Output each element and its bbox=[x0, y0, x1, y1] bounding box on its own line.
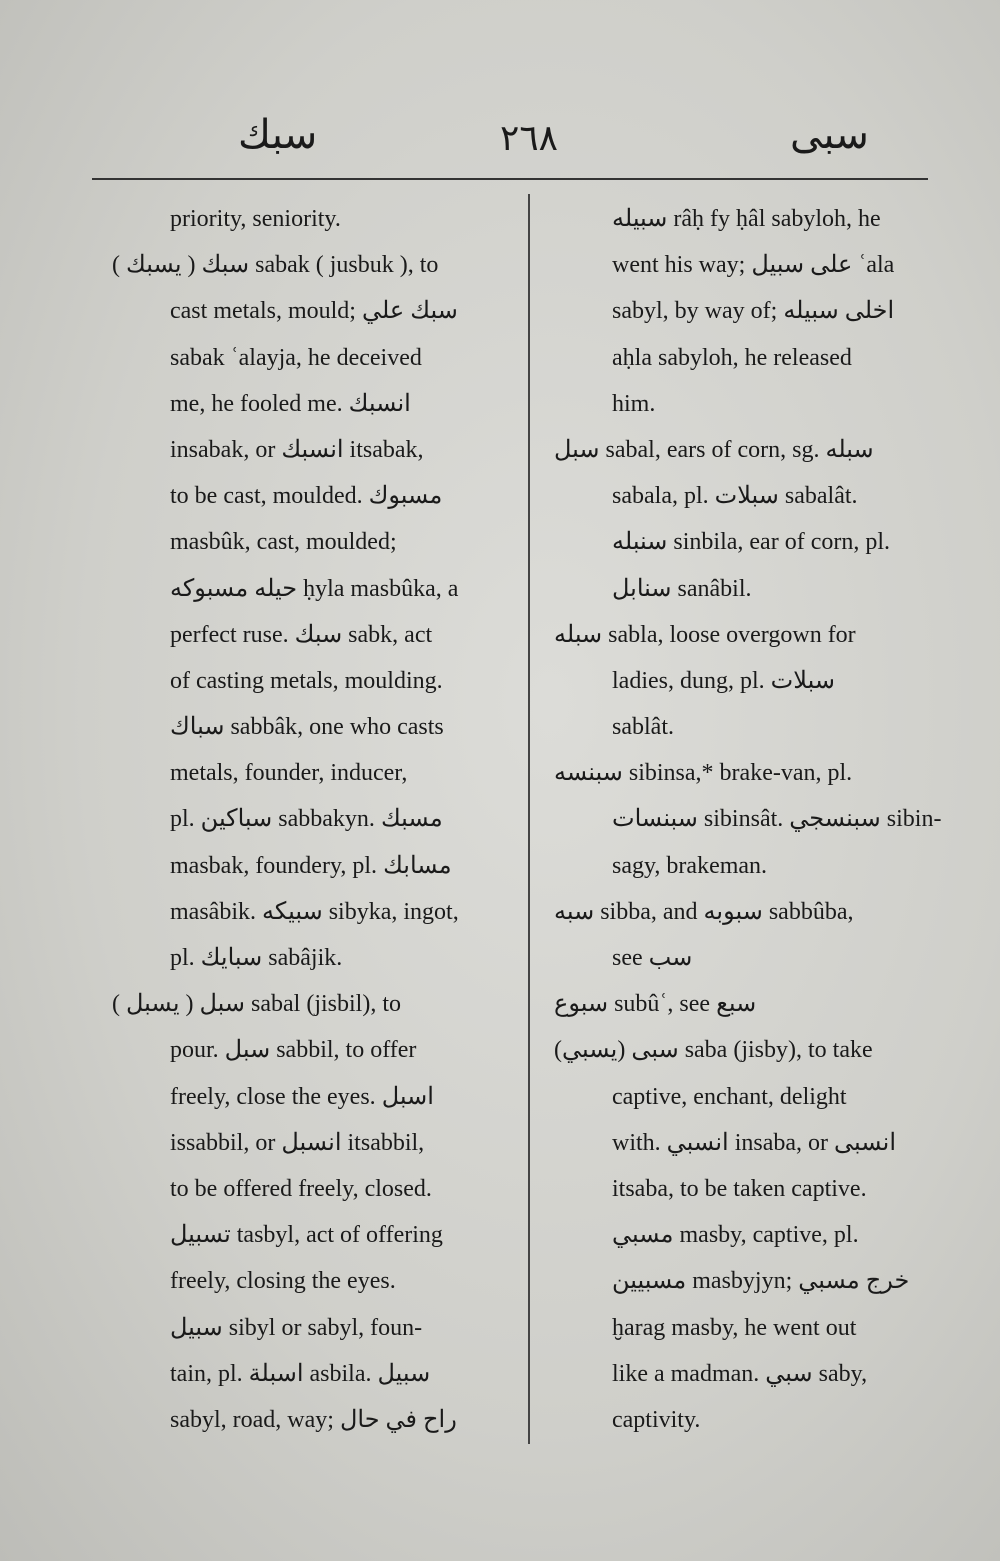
text-line: ḫarag masby, he went out bbox=[612, 1314, 857, 1341]
text-line: issabbil, or انسبل itsabbil, bbox=[170, 1129, 425, 1156]
text-line: masbûk, cast, moulded; bbox=[170, 529, 397, 556]
text-line: سبى (يسبي) saba (jisby), to take bbox=[554, 1037, 873, 1064]
text-line: me, he fooled me. انسبك bbox=[170, 390, 411, 417]
text-line: سبله sabla, loose overgown for bbox=[554, 621, 856, 648]
text-line: سنابل sanâbil. bbox=[612, 575, 752, 602]
text-line: with. انسبي insaba, or انسبى bbox=[612, 1129, 897, 1156]
text-line: masâbik. سبيكه sibyka, ingot, bbox=[170, 898, 459, 925]
header-rule bbox=[92, 178, 928, 180]
text-line: سبيله râḥ fy ḥâl sabyloh, he bbox=[612, 206, 881, 232]
text-line: سبل sabal, ears of corn, sg. سبله bbox=[554, 436, 874, 463]
text-line: to be offered freely, closed. bbox=[170, 1175, 432, 1202]
text-line: insabak, or انسبك itsabak, bbox=[170, 436, 424, 463]
text-line: sagy, brakeman. bbox=[612, 852, 768, 879]
text-line: tain, pl. اسبلة asbila. سبيل bbox=[170, 1360, 431, 1387]
text-line: priority, seniority. bbox=[170, 206, 341, 232]
text-line: metals, founder, inducer, bbox=[170, 760, 408, 787]
text-line: سنبله sinbila, ear of corn, pl. bbox=[612, 529, 891, 556]
text-line: مسبيين masbyjyn; خرج مسبي bbox=[612, 1268, 910, 1295]
text-line: سبه sibba, and سبوبه sabbûba, bbox=[554, 898, 854, 925]
text-line: ladies, dung, pl. سبلات bbox=[612, 667, 835, 694]
text-line: sablât. bbox=[612, 714, 674, 741]
text-line: freely, close the eyes. اسبل bbox=[170, 1083, 434, 1110]
text-line: سبنسه sibinsa,* brake-van, pl. bbox=[554, 760, 853, 787]
text-line: cast metals, mould; سبك علي bbox=[170, 298, 458, 325]
right-column bbox=[554, 196, 968, 1443]
text-line: sabyl, road, way; راح في حال bbox=[170, 1406, 457, 1433]
text-line: سبك ( يسبك ) sabak ( jusbuk ), to bbox=[112, 252, 439, 279]
left-column bbox=[112, 196, 522, 1443]
text-line: aḥla sabyloh, he released bbox=[612, 344, 852, 371]
text-line: captive, enchant, delight bbox=[612, 1083, 847, 1110]
text-line: freely, closing the eyes. bbox=[170, 1268, 396, 1295]
text-line: سبنسات sibinsât. سبنسجي sibin- bbox=[612, 806, 942, 833]
page-number: ٢٦٨ bbox=[500, 118, 559, 159]
text-line: captivity. bbox=[612, 1406, 701, 1433]
text-line: sabala, pl. سبلات sabalât. bbox=[612, 483, 858, 510]
text-line: him. bbox=[612, 390, 656, 417]
column-divider bbox=[528, 194, 530, 1444]
text-line: to be cast, moulded. مسبوك bbox=[170, 483, 443, 510]
header-right-word: سبى bbox=[790, 112, 869, 158]
text-line: سبيل sibyl or sabyl, foun- bbox=[170, 1314, 423, 1341]
text-line: سبل ( يسبل ) sabal (jisbil), to bbox=[112, 991, 402, 1018]
text-line: see سب bbox=[612, 945, 693, 971]
text-line: سباك sabbâk, one who casts bbox=[170, 714, 444, 741]
text-line: pour. سبل sabbil, to offer bbox=[170, 1037, 417, 1064]
text-line: تسبيل tasbyl, act of offering bbox=[170, 1222, 443, 1249]
header-left-word: سبك bbox=[238, 112, 318, 158]
text-line: went his way; على سبيل ʿala bbox=[612, 252, 895, 279]
text-line: of casting metals, moulding. bbox=[170, 667, 443, 694]
text-line: itsaba, to be taken captive. bbox=[612, 1175, 867, 1202]
text-line: حيله مسبوكه ḥyla masbûka, a bbox=[170, 575, 459, 602]
text-line: pl. سباكين sabbakyn. مسبك bbox=[170, 806, 443, 833]
text-line: like a madman. سبي saby, bbox=[612, 1360, 868, 1387]
text-line: masbak, foundery, pl. مسابك bbox=[170, 852, 452, 879]
text-line: سبوع subûʿ, see سبع bbox=[554, 991, 757, 1018]
text-line: sabak ʿalayja, he deceived bbox=[170, 344, 422, 371]
text-line: sabyl, by way of; اخلى سبيله bbox=[612, 298, 895, 325]
text-line: perfect ruse. سبك sabk, act bbox=[170, 621, 433, 648]
text-line: مسبي masby, captive, pl. bbox=[612, 1222, 859, 1249]
text-line: pl. سبايك sabâjik. bbox=[170, 945, 343, 971]
